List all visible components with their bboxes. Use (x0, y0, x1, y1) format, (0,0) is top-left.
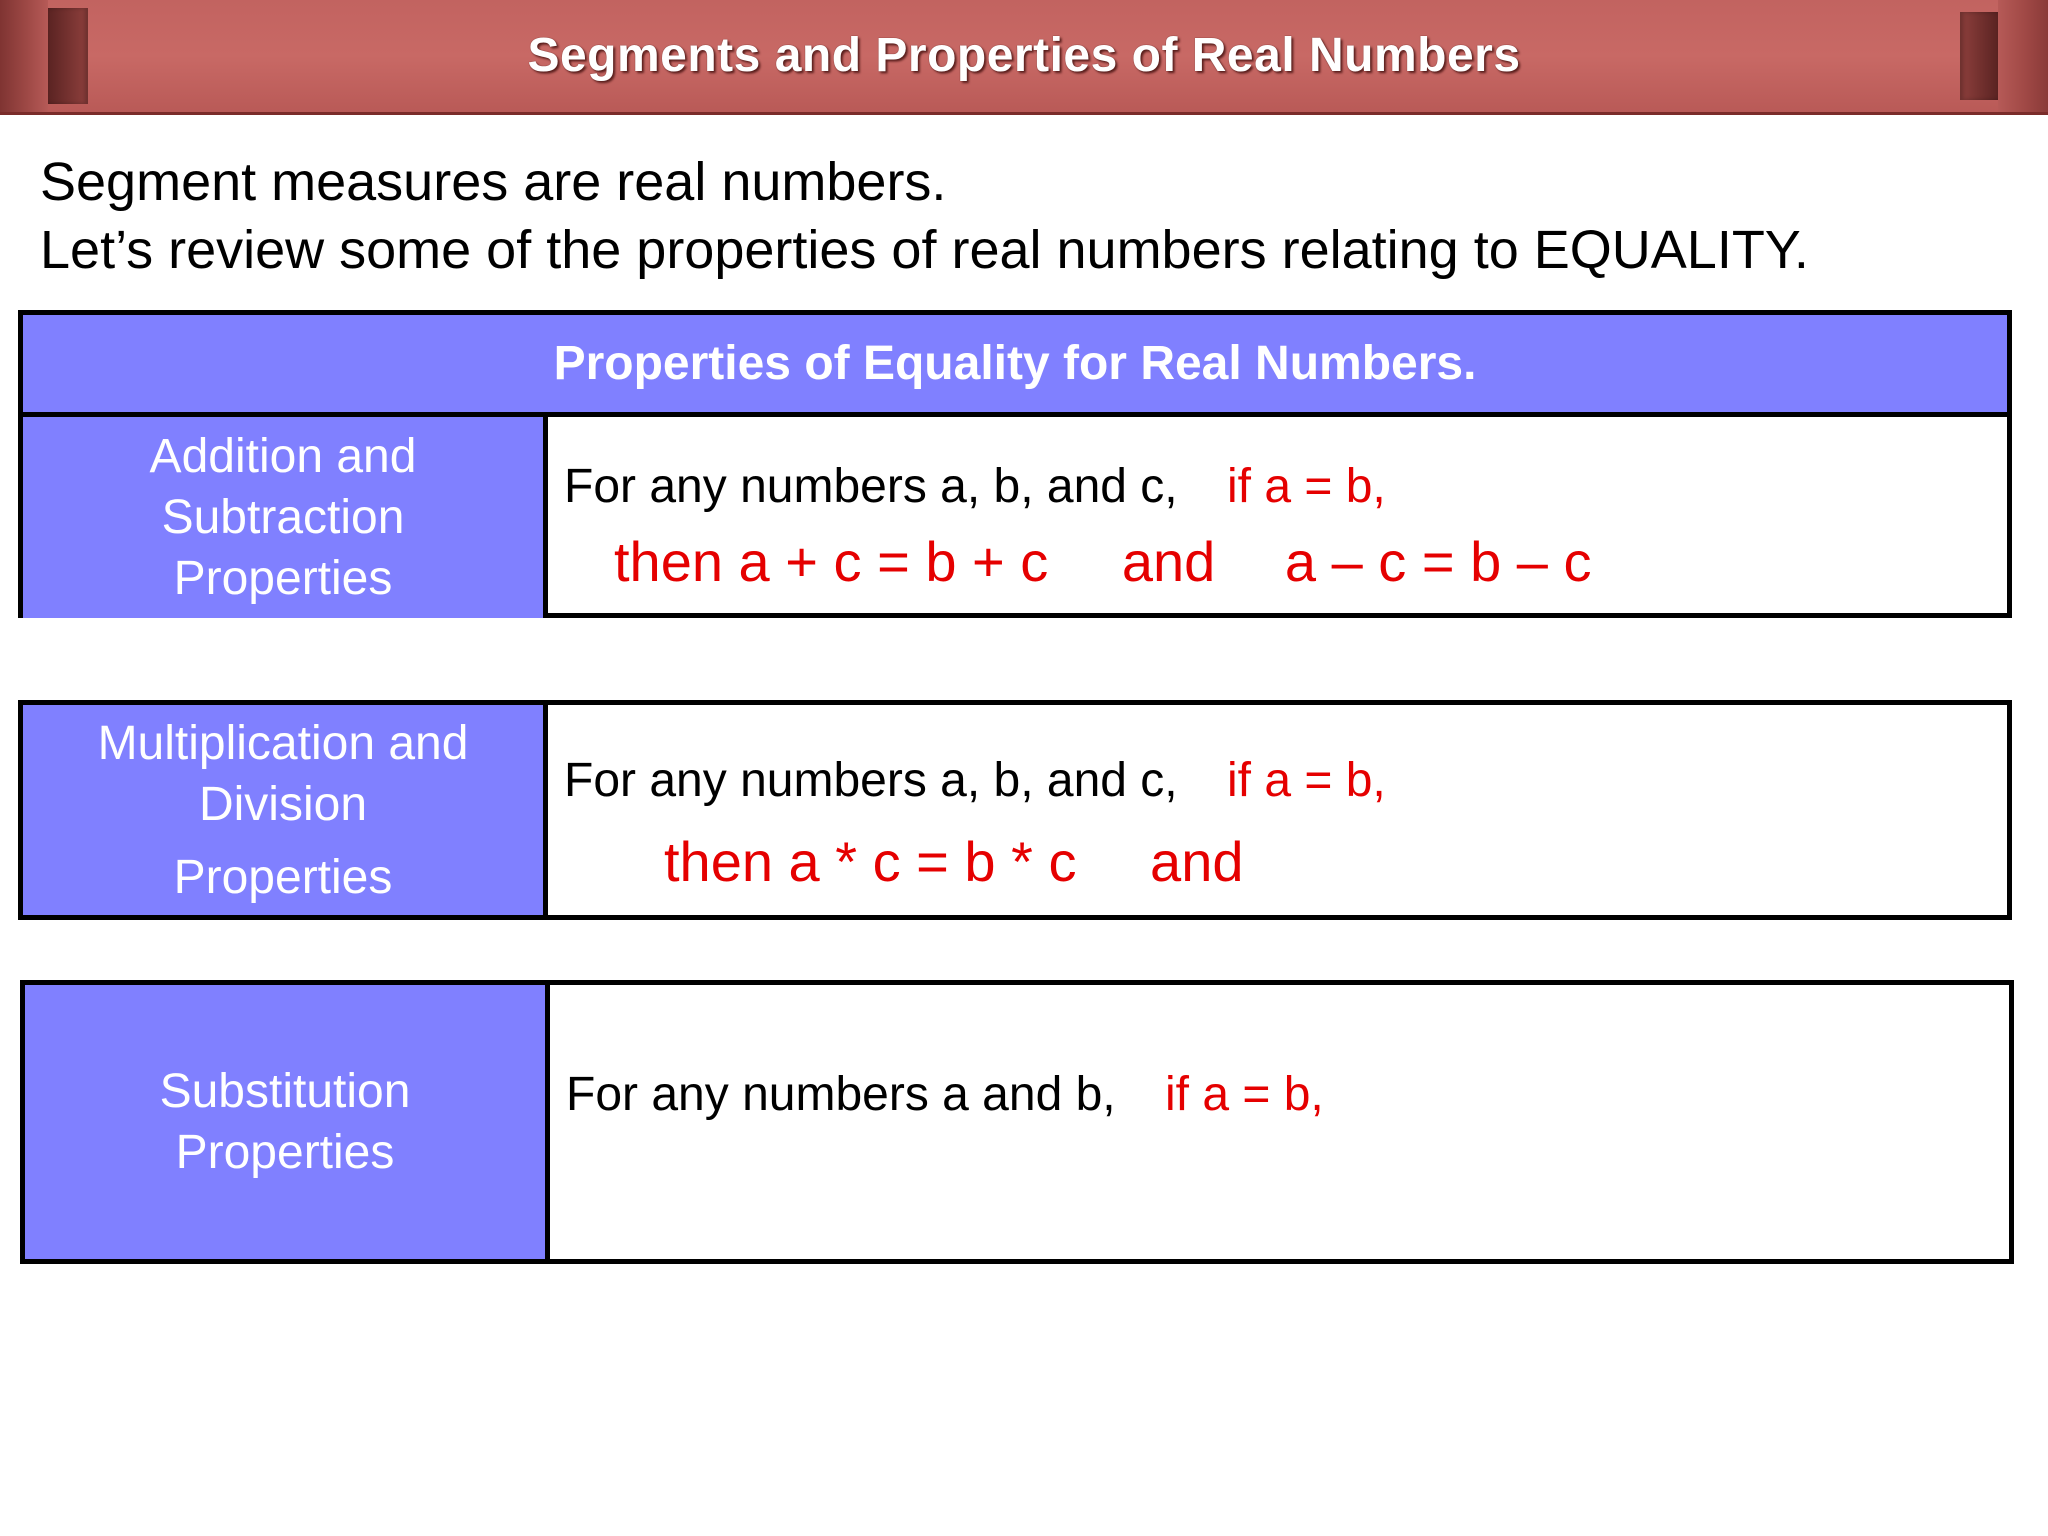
property-definition-cell (548, 705, 2007, 915)
property-label-line: Subtraction (161, 491, 405, 544)
property-label-line: Addition and (149, 430, 417, 483)
definition-hypothesis: if a = b, (1226, 754, 1386, 807)
title-banner (0, 0, 2048, 115)
property-label-line: Properties (173, 850, 393, 904)
conjunction-and: and (1150, 830, 1244, 893)
table-header: Properties of Equality for Real Numbers. (23, 315, 2007, 417)
definition-line-2 (614, 529, 1592, 594)
property-label-line: Division (198, 777, 368, 831)
definition-condition: For any numbers a and b, (566, 1068, 1116, 1121)
subtraction-property: a – c = b – c (1284, 530, 1592, 593)
definition-hypothesis: if a = b, (1164, 1068, 1324, 1121)
intro-text (40, 148, 1809, 284)
property-label-line: Substitution (159, 1065, 411, 1118)
addition-subtraction-table (18, 310, 2012, 618)
intro-line-1: Segment measures are real numbers. (40, 152, 947, 212)
table-row (23, 705, 2007, 915)
property-label-cell (25, 985, 550, 1259)
property-definition-cell (550, 985, 2009, 1259)
page-title: Segments and Properties of Real Numbers (527, 29, 1521, 82)
definition-condition: For any numbers a, b, and c, (564, 754, 1178, 807)
definition-hypothesis: if a = b, (1226, 460, 1386, 513)
substitution-table (20, 980, 2014, 1264)
intro-line-2: Let’s review some of the properties of real numbers relating to EQUALITY. (40, 220, 1809, 280)
definition-line-1 (564, 753, 1386, 808)
conjunction-and: and (1121, 530, 1216, 593)
definition-line-2 (664, 829, 1243, 894)
property-label-cell (23, 705, 548, 915)
multiplication-division-table (18, 700, 2012, 920)
definition-condition: For any numbers a, b, and c, (564, 460, 1178, 513)
property-label-line: Properties (175, 1126, 395, 1179)
property-label-line: Properties (173, 552, 393, 605)
property-definition-cell (548, 417, 2007, 618)
property-label-line: Multiplication and (97, 716, 469, 770)
addition-property: then a + c = b + c (614, 530, 1049, 593)
property-label-cell (23, 417, 548, 618)
table-row (25, 985, 2009, 1259)
definition-line-1 (566, 1067, 1324, 1122)
table-row (23, 417, 2007, 618)
multiplication-property: then a * c = b * c (664, 830, 1077, 893)
definition-line-1 (564, 459, 1386, 514)
